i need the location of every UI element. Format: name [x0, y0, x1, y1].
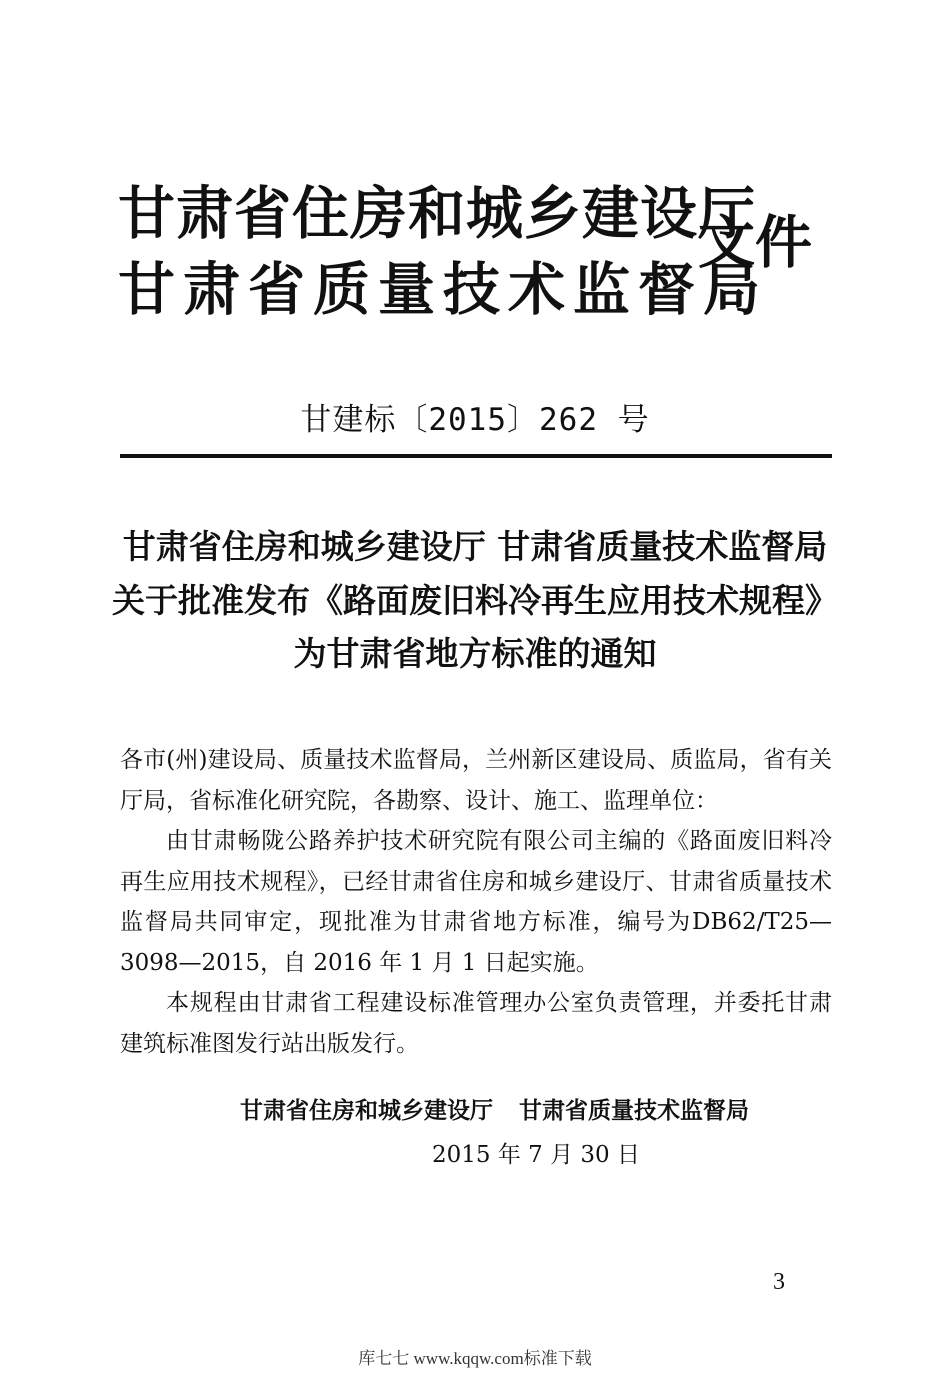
watermark-text: 库七七 www.kqqw.com标准下载 [358, 1349, 592, 1368]
issuer-line-1: 甘肃省住房和城乡建设厅 [118, 181, 756, 247]
notice-title-line-3: 为甘肃省地方标准的通知 [293, 634, 657, 673]
signature-orgs [240, 1100, 749, 1123]
notice-title-line-2: 关于批准发布《路面废旧料冷再生应用技术规程》 [112, 581, 838, 620]
page-number: 3 [773, 1269, 785, 1295]
issuer-line-2: 甘肃省质量技术监督局 [118, 257, 768, 323]
header-divider [120, 454, 832, 458]
signature-org-1: 甘肃省住房和城乡建设厅 [240, 1098, 493, 1124]
recipients-paragraph: 各市(州)建设局、质量技术监督局，兰州新区建设局、质监局，省有关厅局，省标准化研究院，各勘察、设计、施工、监理单位： [120, 747, 832, 814]
notice-title-line-1: 甘肃省住房和城乡建设厅 甘肃省质量技术监督局 [122, 527, 828, 566]
body-paragraph-2: 本规程由甘肃省工程建设标准管理办公室负责管理，并委托甘肃建筑标准图发行站出版发行。 [120, 990, 832, 1057]
body-paragraph-1: 由甘肃畅陇公路养护技术研究院有限公司主编的《路面废旧料冷再生应用技术规程》，已经甘肃省住房和城乡建设厅、甘肃省质量技术监督局共同审定，现批准为甘肃省地方标准，编号为DB62/T25—3098—2015，自 2016 年 1 月 1 日起实施。 [120, 828, 832, 976]
signature-org-2: 甘肃省质量技术监督局 [519, 1098, 749, 1124]
document-number: 甘建标〔2015〕262 号 [300, 402, 650, 438]
notice-body [120, 740, 832, 1064]
document-type-label: 文件 [698, 210, 812, 276]
signature-date: 2015 年 7 月 30 日 [432, 1142, 640, 1168]
